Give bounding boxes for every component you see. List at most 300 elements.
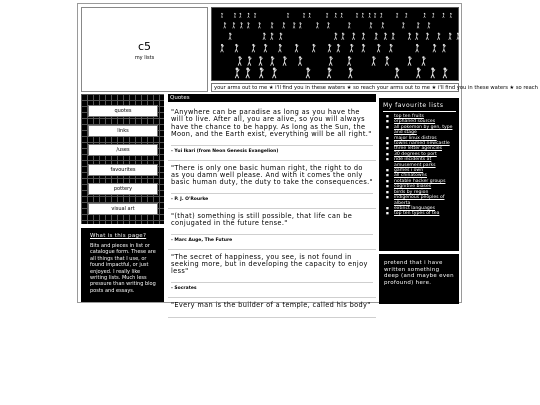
quotes-panel bbox=[168, 94, 376, 309]
banner-figure bbox=[327, 68, 331, 79]
banner-figure-head bbox=[348, 56, 350, 58]
banner-figure-head bbox=[337, 44, 339, 46]
banner-figure-head bbox=[457, 33, 459, 35]
banner-figure-body bbox=[350, 45, 353, 52]
banner-figure-body bbox=[287, 14, 289, 18]
banner-figure-body bbox=[309, 14, 311, 18]
banner-figure-head bbox=[433, 13, 434, 14]
banner-figure-head bbox=[381, 13, 382, 14]
banner-figure bbox=[238, 56, 242, 65]
banner-figure bbox=[350, 44, 353, 52]
banner-figure-head bbox=[248, 13, 249, 14]
banner-figure bbox=[259, 68, 263, 79]
banner-figure bbox=[443, 68, 447, 79]
favourite-list-link[interactable]: ■ top ten types of tea bbox=[382, 211, 456, 216]
banner-figure bbox=[248, 56, 252, 65]
banner-figure-body bbox=[326, 14, 328, 18]
logo-box bbox=[81, 7, 208, 92]
banner-figure bbox=[405, 13, 407, 18]
favourite-list-link[interactable]: ■ top ten fruits bbox=[382, 114, 456, 119]
banner-figure-body bbox=[408, 34, 411, 40]
banner-figure-body bbox=[327, 69, 331, 78]
banner-figure-body bbox=[437, 34, 440, 40]
banner-figure-body bbox=[299, 23, 301, 28]
banner-figure bbox=[442, 44, 445, 52]
banner-figure-head bbox=[450, 13, 451, 14]
favourite-list-link[interactable]: ■ all pokemon by gen, type and stage bbox=[382, 125, 456, 136]
site-title: c5 bbox=[137, 40, 152, 53]
banner-figure-body bbox=[348, 58, 352, 66]
banner-figure-head bbox=[443, 68, 446, 71]
banner-figure-head bbox=[353, 33, 355, 35]
quotes-heading: Quotes bbox=[168, 94, 376, 102]
banner-figure-head bbox=[417, 68, 420, 71]
banner-figure bbox=[235, 44, 238, 52]
banner-figure-head bbox=[348, 22, 350, 24]
banner-figure-body bbox=[395, 69, 399, 78]
banner-figure-head bbox=[238, 56, 240, 58]
banner-figure bbox=[309, 13, 311, 18]
banner-image bbox=[211, 7, 459, 81]
banner-figure-head bbox=[438, 33, 440, 35]
banner-figure bbox=[328, 44, 331, 52]
banner-figure-body bbox=[233, 23, 235, 28]
banner-figure-body bbox=[362, 14, 364, 18]
banner-figure bbox=[370, 22, 372, 28]
banner-figure-head bbox=[326, 13, 327, 14]
banner-figure-body bbox=[342, 34, 345, 40]
banner-figure bbox=[248, 13, 250, 18]
banner-figure-head bbox=[417, 22, 419, 24]
banner-figure bbox=[303, 13, 305, 18]
banner-figure-body bbox=[337, 45, 340, 52]
quote-text: "There is only one basic human right, the right to do as you damn well please. And with it comes the only basic human duty, the duty to take the consequences." bbox=[171, 163, 373, 187]
favourite-list-link[interactable]: ■ major linux distros bbox=[382, 136, 456, 141]
banner-figure bbox=[374, 13, 376, 18]
banner-figure-body bbox=[385, 58, 389, 66]
banner-figure-body bbox=[246, 69, 250, 78]
favourite-list-link[interactable]: ■ extinct languages bbox=[382, 206, 456, 211]
banner-figure bbox=[234, 13, 236, 18]
banner-figure bbox=[299, 22, 301, 28]
banner-figure bbox=[417, 22, 419, 28]
banner-figure-head bbox=[240, 13, 241, 14]
banner-figure-head bbox=[431, 68, 434, 71]
banner-figure-head bbox=[221, 44, 223, 46]
banner-figure bbox=[349, 68, 353, 79]
banner-figure-head bbox=[375, 33, 377, 35]
banner-figure bbox=[224, 22, 226, 28]
banner-figure-head bbox=[252, 44, 254, 46]
banner-figure-head bbox=[260, 68, 263, 71]
banner-figure bbox=[369, 13, 371, 18]
banner-figure-body bbox=[263, 34, 266, 40]
quote-item bbox=[168, 298, 376, 318]
banner-figure-head bbox=[263, 33, 265, 35]
banner-figure-body bbox=[221, 45, 224, 52]
banner-figure-body bbox=[293, 23, 295, 28]
banner-figure bbox=[392, 33, 395, 40]
banner-figure-head bbox=[221, 13, 222, 14]
banner-figure bbox=[348, 56, 352, 65]
banner-figure-head bbox=[390, 44, 392, 46]
banner-figure bbox=[235, 68, 239, 79]
banner-figure-body bbox=[229, 34, 232, 40]
banner-figure-head bbox=[246, 68, 249, 71]
banner-figure-head bbox=[259, 22, 261, 24]
banner-figure bbox=[341, 13, 343, 18]
banner-figure bbox=[329, 56, 333, 65]
banner-figure-body bbox=[283, 23, 285, 28]
quote-source: - Yui Ikari (from Neon Genesis Evangelion) bbox=[171, 145, 373, 154]
quote-item bbox=[168, 209, 376, 250]
banner-figure-body bbox=[240, 23, 242, 28]
favourite-lists bbox=[382, 114, 456, 217]
banner-figure-head bbox=[433, 44, 435, 46]
banner-figure bbox=[380, 13, 382, 18]
banner-figure bbox=[271, 56, 275, 65]
banner-figure bbox=[432, 13, 434, 18]
banner-figure-body bbox=[273, 69, 277, 78]
ticker-text: your arms out to me ★ i'll find you in these waters ★ so reach your arms out to me ★ i'll find you in these waters ★ so reach bbox=[214, 85, 538, 91]
banner-figure-head bbox=[362, 44, 364, 46]
quote-item bbox=[168, 105, 376, 161]
banner-figure bbox=[443, 13, 445, 18]
banner-figure bbox=[247, 22, 249, 28]
banner-figure-head bbox=[235, 44, 237, 46]
favourite-list-link[interactable]: ■ all chinatowns bbox=[382, 173, 456, 178]
banner-figure-head bbox=[306, 68, 309, 71]
banner-figure-head bbox=[279, 44, 281, 46]
banner-figure bbox=[233, 22, 235, 28]
quote-text: "(that) something is still possible, that life can be conjugated in the future tense." bbox=[171, 211, 353, 228]
banner-figure-body bbox=[335, 14, 337, 18]
favourite-list-link[interactable]: ■ towns named newcastle bbox=[382, 141, 456, 146]
banner-figure-body bbox=[443, 69, 447, 78]
banner-figure bbox=[424, 13, 426, 18]
banner-figure-head bbox=[271, 22, 273, 24]
banner-figure-body bbox=[279, 34, 282, 40]
banner-figure-head bbox=[416, 44, 418, 46]
banner-figure-body bbox=[422, 58, 426, 66]
banner-figure-head bbox=[283, 56, 285, 58]
banner-figure-head bbox=[350, 44, 352, 46]
favourite-list-link[interactable]: ■ games i own bbox=[382, 168, 456, 173]
banner-figure bbox=[426, 33, 429, 40]
favourite-list-link[interactable]: ■ indigenous peoples of alberta bbox=[382, 195, 456, 206]
banner-figure-body bbox=[362, 45, 365, 52]
banner-figure-head bbox=[384, 33, 386, 35]
banner-figure-body bbox=[362, 34, 365, 40]
nav-links-button[interactable]: links bbox=[88, 125, 158, 137]
quote-source: - Marc Auge, The Future bbox=[171, 234, 373, 243]
banner-figure-body bbox=[442, 45, 445, 52]
site-subtitle: my lists bbox=[134, 55, 155, 61]
nav-quotes-button[interactable]: quotes bbox=[88, 105, 158, 117]
quote-item bbox=[168, 161, 376, 209]
banner-figure bbox=[254, 13, 256, 18]
banner-figure-head bbox=[408, 56, 410, 58]
banner-figure-body bbox=[334, 34, 337, 40]
banner-figure bbox=[428, 22, 430, 28]
banner-figure-body bbox=[348, 23, 350, 28]
banner-figure-body bbox=[329, 58, 333, 66]
banner-figure-head bbox=[299, 56, 301, 58]
banner-figure-head bbox=[240, 22, 242, 24]
banner-figure-head bbox=[392, 33, 394, 35]
banner-figure-body bbox=[252, 45, 255, 52]
banner-figure-body bbox=[271, 58, 275, 66]
quote-text: "The secret of happiness, you see, is not found in seeking more, but in developing the capacity to enjoy less" bbox=[171, 252, 368, 276]
banner-figure bbox=[356, 13, 358, 18]
favourite-list-link[interactable]: ■ birds by region bbox=[382, 190, 456, 195]
quote-source: - Socrates bbox=[171, 282, 373, 291]
banner-figure-body bbox=[235, 69, 239, 78]
banner-figure bbox=[395, 68, 399, 79]
banner-figure-head bbox=[264, 44, 266, 46]
banner-figure-body bbox=[416, 34, 419, 40]
banner-figure bbox=[271, 33, 274, 40]
banner-figure-body bbox=[303, 14, 305, 18]
banner-figure bbox=[437, 33, 440, 40]
nav-favourites-button[interactable]: favourites bbox=[88, 164, 158, 176]
banner-figure-body bbox=[416, 45, 419, 52]
banner-figure bbox=[352, 33, 355, 40]
banner-figure-head bbox=[356, 13, 357, 14]
banner-figure-head bbox=[295, 44, 297, 46]
banner-figure-body bbox=[431, 69, 435, 78]
banner-figure bbox=[283, 56, 287, 65]
banner-figure-body bbox=[234, 14, 236, 18]
banner-figure-body bbox=[248, 14, 250, 18]
banner-figure-body bbox=[271, 34, 274, 40]
banner-figure bbox=[362, 44, 365, 52]
banner-figure-body bbox=[279, 45, 282, 52]
banner-figure-head bbox=[377, 44, 379, 46]
banner-figure-head bbox=[362, 33, 364, 35]
banner-figure bbox=[377, 44, 380, 52]
banner-figure bbox=[312, 44, 315, 52]
banner-figure-head bbox=[313, 44, 315, 46]
banner-figure bbox=[271, 22, 273, 28]
favourite-list-link[interactable]: ■ orphaned sources bbox=[382, 119, 456, 124]
banner-figure bbox=[416, 33, 419, 40]
banner-figure-head bbox=[327, 22, 329, 24]
banner-figure-head bbox=[443, 44, 445, 46]
about-box bbox=[81, 228, 164, 302]
banner-figure bbox=[422, 56, 426, 65]
marquee-ticker bbox=[211, 83, 538, 92]
banner-figure-body bbox=[349, 69, 353, 78]
banner-figure-head bbox=[309, 13, 310, 14]
banner-figure-head bbox=[271, 56, 273, 58]
banner-figure-body bbox=[221, 14, 223, 18]
banner-figure bbox=[246, 68, 250, 79]
nav-pottery-button[interactable]: pottery bbox=[88, 183, 158, 195]
banner-figure-body bbox=[238, 58, 242, 66]
banner-figure bbox=[337, 44, 340, 52]
banner-figure-body bbox=[457, 34, 460, 40]
banner-figure bbox=[431, 68, 435, 79]
favourite-list-link[interactable]: ■ 30 degrees to port bbox=[382, 152, 456, 157]
banner-figure-head bbox=[328, 68, 331, 71]
banner-figure bbox=[306, 68, 310, 79]
banner-figure bbox=[348, 22, 350, 28]
quote-text: "Anywhere can be paradise as long as you have the will to live. After all, you are alive, so you will always have the chance to be happy. As long as the Sun, the Moon, and the Earth exist, everything will be all right." bbox=[171, 108, 372, 139]
banner-figure bbox=[385, 56, 389, 65]
banner-figure-body bbox=[327, 23, 329, 28]
banner-figure-head bbox=[341, 13, 342, 14]
favourite-list-link[interactable]: ■ three letter agencies bbox=[382, 146, 456, 151]
banner-figure-head bbox=[234, 13, 235, 14]
banner-figure bbox=[273, 68, 277, 79]
banner-figure-head bbox=[395, 68, 398, 71]
banner-figure-head bbox=[287, 13, 288, 14]
banner-figure bbox=[362, 13, 364, 18]
banner-figure-head bbox=[259, 56, 261, 58]
nav-visual-art-button[interactable]: visual art bbox=[88, 203, 158, 215]
banner-figure bbox=[279, 44, 282, 52]
banner-figure-head bbox=[402, 22, 404, 24]
banner-figure-body bbox=[295, 45, 298, 52]
banner-figure-body bbox=[283, 58, 287, 66]
banner-figure-head bbox=[224, 22, 226, 24]
banner-figure-body bbox=[306, 69, 310, 78]
banner-figure-head bbox=[293, 22, 295, 24]
banner-figure-head bbox=[233, 22, 235, 24]
banner-figure bbox=[396, 13, 398, 18]
banner-figure-head bbox=[254, 13, 255, 14]
banner-figure-head bbox=[374, 13, 375, 14]
banner-figure bbox=[384, 33, 387, 40]
banner-figure bbox=[416, 44, 419, 52]
banner-figure bbox=[279, 33, 282, 40]
banner-figure-head bbox=[271, 33, 273, 35]
banner-figure bbox=[433, 44, 436, 52]
banner-figure bbox=[239, 13, 241, 18]
banner-figure-head bbox=[247, 22, 249, 24]
banner-figure-body bbox=[328, 45, 331, 52]
about-title: What is this page? bbox=[90, 233, 147, 239]
banner-figure-head bbox=[408, 33, 410, 35]
banner-figure-head bbox=[428, 22, 430, 24]
banner-figure bbox=[316, 22, 318, 28]
banner-figure-body bbox=[370, 23, 372, 28]
banner-figure-head bbox=[370, 22, 372, 24]
favourite-lists-title: My favourite lists bbox=[383, 102, 456, 112]
banner-figure-head bbox=[443, 13, 444, 14]
banner-figure bbox=[229, 33, 232, 40]
banner-figure bbox=[221, 13, 223, 18]
banner-figure-head bbox=[335, 13, 336, 14]
banner-figure-head bbox=[426, 33, 428, 35]
banner-figure bbox=[342, 33, 345, 40]
banner-figure bbox=[221, 44, 224, 52]
banner-figure bbox=[449, 33, 452, 40]
banner-figure bbox=[408, 56, 412, 65]
banner-figure-body bbox=[396, 14, 398, 18]
banner-figure-body bbox=[372, 58, 376, 66]
banner-figure-head bbox=[449, 33, 451, 35]
banner-figure bbox=[283, 22, 285, 28]
banner-figure bbox=[263, 33, 266, 40]
banner-figure bbox=[287, 13, 289, 18]
banner-figure-body bbox=[316, 23, 318, 28]
banner-figure bbox=[335, 13, 337, 18]
banner-figure-head bbox=[248, 56, 250, 58]
banner-figure-head bbox=[316, 22, 318, 24]
banner-figure bbox=[327, 22, 329, 28]
banner-figure-head bbox=[335, 33, 337, 35]
banner-figure-head bbox=[299, 22, 301, 24]
banner-figure-body bbox=[258, 23, 260, 28]
nav-uses-button[interactable]: /uses bbox=[88, 144, 158, 156]
banner-figure-body bbox=[428, 23, 430, 28]
sidebar-nav bbox=[81, 94, 164, 224]
banner-figure-head bbox=[406, 13, 407, 14]
favourite-lists-box bbox=[379, 98, 459, 251]
banner-figure-body bbox=[235, 45, 238, 52]
quote-source: - P. J. O'Rourke bbox=[171, 193, 373, 202]
favourite-list-link[interactable]: ■ cognitive biases bbox=[382, 184, 456, 189]
banner-figure-head bbox=[303, 13, 304, 14]
banner-figure-head bbox=[369, 13, 370, 14]
banner-figure bbox=[408, 33, 411, 40]
banner-figure bbox=[362, 33, 365, 40]
banner-figure-body bbox=[443, 14, 445, 18]
banner-figure-body bbox=[247, 23, 249, 28]
banner-figure-body bbox=[377, 45, 380, 52]
banner-figure-body bbox=[424, 14, 426, 18]
banner-figure-body bbox=[264, 45, 267, 52]
banner-figure-body bbox=[239, 14, 241, 18]
banner-figure-head bbox=[349, 68, 352, 71]
banner-figure bbox=[240, 22, 242, 28]
banner-figure bbox=[382, 22, 384, 28]
quotes-list bbox=[168, 105, 376, 318]
banner-figure-body bbox=[392, 34, 395, 40]
banner-figure-body bbox=[271, 23, 273, 28]
banner-figure-body bbox=[449, 34, 452, 40]
banner-figure-body bbox=[433, 45, 436, 52]
banner-figure-body bbox=[384, 34, 387, 40]
banner-figure-body bbox=[259, 69, 263, 78]
banner-figure-body bbox=[298, 58, 302, 66]
quote-item bbox=[168, 250, 376, 298]
note-box bbox=[379, 254, 459, 304]
favourite-list-link[interactable]: ■ notable hacker groups bbox=[382, 179, 456, 184]
banner-figure-body bbox=[408, 58, 412, 66]
banner-figure bbox=[298, 56, 302, 65]
banner-figure-head bbox=[283, 22, 285, 24]
favourite-list-link[interactable]: ■ ride incidents at amusement parks bbox=[382, 157, 456, 168]
about-text: Bits and pieces in list or catalogue form. These are all things that I use, or found impactful, or just enjoyed. I really like writing lists. Much less pressure than writing blog posts and essays. bbox=[90, 243, 156, 294]
banner-figure bbox=[264, 44, 267, 52]
note-text: pretend that i have written something deep (and maybe even profound) here. bbox=[384, 260, 454, 286]
banner-figure-head bbox=[280, 33, 282, 35]
banner-figure-head bbox=[386, 56, 388, 58]
banner-figure-body bbox=[389, 45, 392, 52]
banner-figure-body bbox=[417, 23, 419, 28]
page-frame bbox=[77, 3, 538, 309]
banner-figure-body bbox=[224, 23, 226, 28]
banner-figure-head bbox=[273, 68, 276, 71]
banner-figure bbox=[389, 44, 392, 52]
banner-figure bbox=[457, 33, 460, 40]
banner-figure-head bbox=[236, 68, 239, 71]
banner-figure-body bbox=[312, 45, 315, 52]
banner-figure-body bbox=[417, 69, 421, 78]
